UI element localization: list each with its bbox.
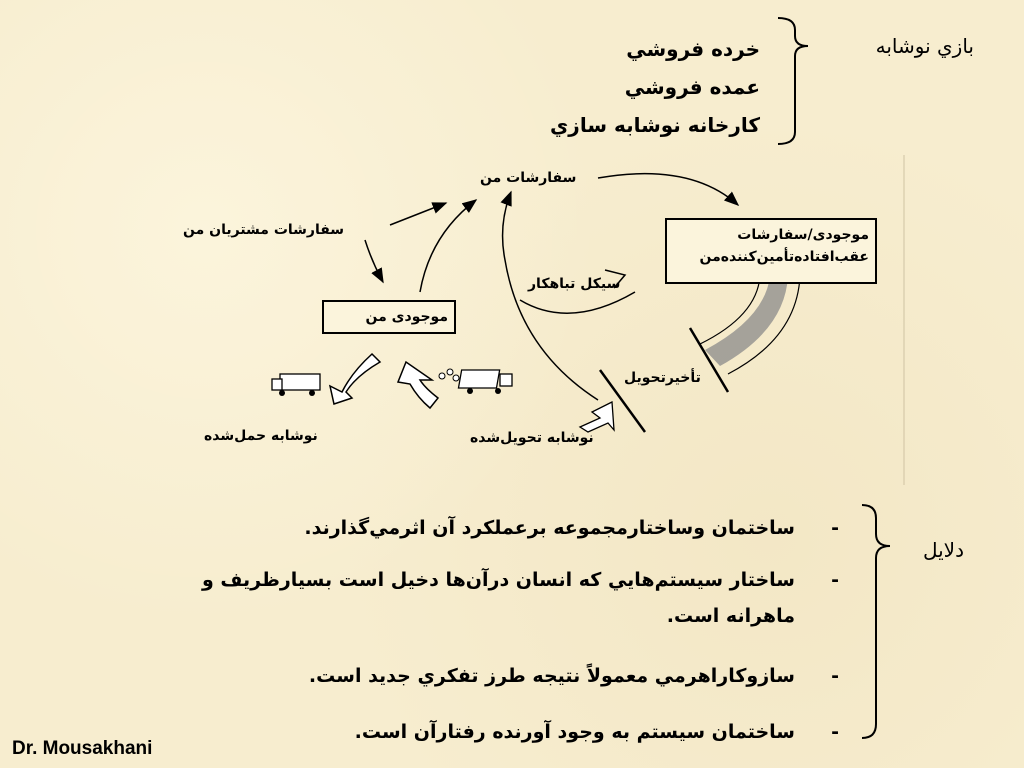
arrow-inventory-to-orders [420,200,476,292]
reasons-label: دلايل [922,538,964,562]
arrow-customer-to-inventory [365,240,383,282]
supplier-box [665,218,877,284]
top-brace [778,18,808,144]
incoming-hollow-arrow [398,362,438,408]
inventory-box: موجودى من [322,300,456,334]
reason-text: ساختمان سيستم به وجود آورنده رفتارآن است. [354,721,795,743]
chain-item-wholesale: عمده فروشي [624,75,760,99]
chain-list [550,30,760,144]
reason-item [149,562,839,634]
supplier-flow-band [705,276,788,366]
arrow-customer-to-orders [390,203,446,225]
supplier-box-line2: عقب‌افتاده‌تأمين‌كننده‌من [699,249,869,265]
topic-title: بازي نوشابه [875,34,974,58]
chain-item-factory: كارخانه نوشابه سازي [549,113,760,137]
reason-item [149,510,839,546]
author-footer: Dr. Mousakhani [12,738,153,759]
arrow-delivery-to-orders [503,192,598,400]
reason-text: سازوكاراهرمي معمولاً نتيجه طرز تفكري جديد است. [308,665,795,687]
reason-text: ساختار سيستم‌هايي كه انسان درآن‌ها دخيل است بسيارظريف و ماهرانه است. [201,569,795,627]
reasons-brace [862,505,890,738]
cycle-arc [520,292,635,313]
customer-orders-label: سفارشات مشتريان من [183,222,345,238]
bullet-dash: - [831,569,839,591]
supplier-box-line1: موجودى/سفارشات [737,227,869,243]
bottles-icon [439,369,459,381]
my-orders-label: سفارشات من [480,170,577,186]
delivered-label: نوشابه تحويل‌شده [470,430,594,446]
arrow-orders-to-supplier [598,174,738,205]
bullet-dash: - [831,665,839,687]
reason-item [149,658,839,694]
cycle-label: سيكل تباهكار [528,276,621,292]
chain-item-retail: خرده فروشي [626,37,760,61]
delay-label: تأخيرتحويل [624,370,701,386]
delivered-outline-arrow [580,402,614,432]
shipped-label: نوشابه حمل‌شده [204,428,318,444]
truck-left-icon [272,374,320,396]
truck-right-icon [458,370,512,394]
bullet-dash: - [831,517,839,539]
reason-text: ساختمان وساختارمجموعه برعملكرد آن اثرمي‌گذارند. [304,517,795,539]
bullet-dash: - [831,721,839,743]
reason-item [149,714,839,750]
shipped-hollow-arrow [330,354,380,404]
